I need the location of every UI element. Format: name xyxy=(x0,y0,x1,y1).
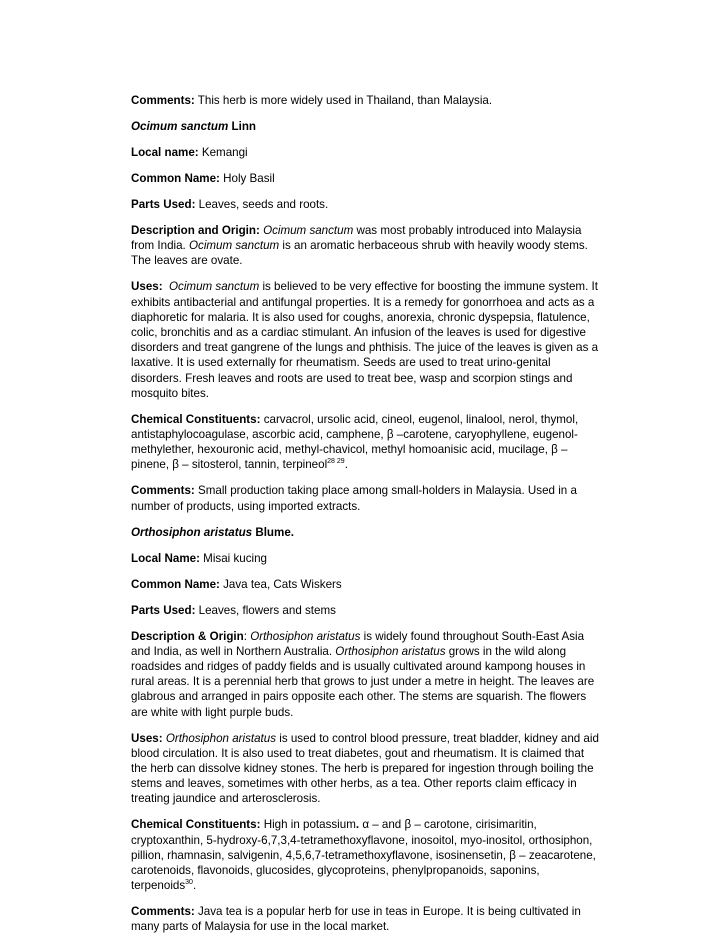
description-orthosiphon: Description & Origin: Orthosiphon aristatus is widely found throughout South-East Asia and India, as well in Northern Australia. Orthosiphon aristatus grows in the wild along roadsides and ridges of paddy fields and is usually cultivated around kampong houses in rural areas. It is a perennial herb that grows to just under a metre in height. The leaves are glabrous and arranged in pairs opposite each other. The stems are squarish. The flowers are white with light purple buds. xyxy=(131,629,595,719)
uses-label: Uses: xyxy=(131,280,163,294)
comments-label: Comments: xyxy=(131,905,195,919)
species-author: Blume. xyxy=(252,525,294,539)
comments-label: Comments: xyxy=(131,484,195,498)
species-name: Ocimum sanctum xyxy=(131,120,229,133)
species-mention: Orthosiphon aristatus xyxy=(250,629,361,643)
comments-label: Comments: xyxy=(131,94,195,107)
comments-java-tea: Comments: Java tea is a popular herb for use in teas in Europe. It is being cultivated in many parts of Malaysia for use in the local market. xyxy=(131,905,581,934)
chemical-constituents-orthosiphon: Chemical Constituents: High in potassium. α – and β – carotone, cirisimaritin, cryptoxanthin, 5-hydroxy-6,7,3,4-tetramethoxyflavone, inosoitol, myo-inositol, orthosiphon, pillion, rhamnasin, salvigenin, 4,5,6,7-tetramethoxyflavone, isosinensetin, β – zeacarotene, carotenoids, flavonoids, glucosides, glycoproteins, phenylpropanoids, saponins, terpenoids$^{30}$. xyxy=(131,818,596,893)
species-mention: Ocimum sanctum xyxy=(263,224,354,237)
local-name-ocimum xyxy=(131,145,600,160)
local-name-label: Local name: xyxy=(131,146,199,159)
uses-label: Uses: xyxy=(131,731,163,745)
parts-used-value: Leaves, seeds and roots. xyxy=(195,198,329,211)
reference-superscript: 28 29 xyxy=(327,458,345,466)
comments-production: Comments: Small production taking place among small-holders in Malaysia. Used in a number of products, using imported extracts. xyxy=(131,484,577,513)
parts-used-orthosiphon: Parts Used: Leaves, flowers and stems xyxy=(131,603,336,617)
species-name: Orthosiphon aristatus xyxy=(131,525,253,539)
species-heading-orthosiphon xyxy=(131,525,600,540)
species-author: Linn xyxy=(228,120,256,133)
common-name-label: Common Name: xyxy=(131,172,220,185)
common-name-ocimum xyxy=(131,171,600,186)
species-heading-ocimum xyxy=(131,119,600,134)
parts-used-label: Parts Used: xyxy=(131,198,196,211)
reference-superscript: 30 xyxy=(185,879,193,887)
common-name-value: Holy Basil xyxy=(219,172,275,185)
parts-used-label: Parts Used: xyxy=(131,603,196,617)
comments-text: This herb is more widely used in Thailand, than Malaysia. xyxy=(194,94,493,107)
species-mention: Orthosiphon aristatus xyxy=(335,644,446,658)
description-label: Description & Origin xyxy=(131,629,244,643)
chemical-constituents-label: Chemical Constituents: xyxy=(131,412,261,426)
comments-thailand xyxy=(131,93,600,108)
description-ocimum: Description and Origin: Ocimum sanctum was most probably introduced into Malaysia from India. Ocimum sanctum is an aromatic herbaceous shrub with heavily woody stems. The leaves are ovate. xyxy=(131,224,588,268)
chemical-constituents-label: Chemical Constituents: xyxy=(131,818,261,832)
uses-orthosiphon: Uses: Orthosiphon aristatus is used to control blood pressure, treat bladder, kidney and aid blood circulation. It is also used to treat diabetes, gout and rheumatism. It is claimed that the herb can dissolve kidney stones. The herb is prepared for ingestion through boiling the stems and leaves, sometimes with other herbs, as a tea. Other reports claim efficacy in treating jaundice and arterosclerosis. xyxy=(131,731,599,806)
description-label: Description and Origin: xyxy=(131,224,260,237)
common-name-orthosiphon: Common Name: Java tea, Cats Wiskers xyxy=(131,577,342,591)
local-name-value: Kemangi xyxy=(198,146,248,159)
parts-used-ocimum xyxy=(131,197,600,212)
species-mention: Orthosiphon aristatus xyxy=(165,731,277,745)
local-name-label: Local Name: xyxy=(131,551,200,565)
uses-ocimum: Uses: Ocimum sanctum is believed to be very effective for boosting the immune system. It exhibits antibacterial and antifungal properties. It is a remedy for gonorrhoea and acts as a diaphoretic for malaria. It is also used for coughs, anorexia, chronic dyspepsia, flatulence, colic, bronchitis and as a cardiac stimulant. An infusion of the leaves is used for digestive disorders and treat gangrene of the lungs and phthisis. The juice of the leaves is given as a laxative. It is used externally for rheumatism. Seeds are used to treat urino-genital disorders. Fresh leaves and roots are used to treat bee, wasp and scorpion stings and mosquito bites. xyxy=(131,280,599,400)
local-name-orthosiphon: Local Name: Misai kucing xyxy=(131,551,267,565)
species-mention: Ocimum sanctum xyxy=(169,280,260,294)
common-name-label: Common Name: xyxy=(131,577,220,591)
chemical-constituents-ocimum: Chemical Constituents: carvacrol, ursolic acid, cineol, eugenol, linalool, nerol, thymol, antistaphylocoagulase, ascorbic acid, camphene, β –carotene, caryophyllene, eugenol-methylether, hexouronic acid, methyl-chavicol, methyl homoanisic acid, mucilage, β – pinene, β – sitosterol, tannin, terpineol$^{28 29}$. xyxy=(131,412,579,472)
species-mention: Ocimum sanctum xyxy=(189,239,280,253)
